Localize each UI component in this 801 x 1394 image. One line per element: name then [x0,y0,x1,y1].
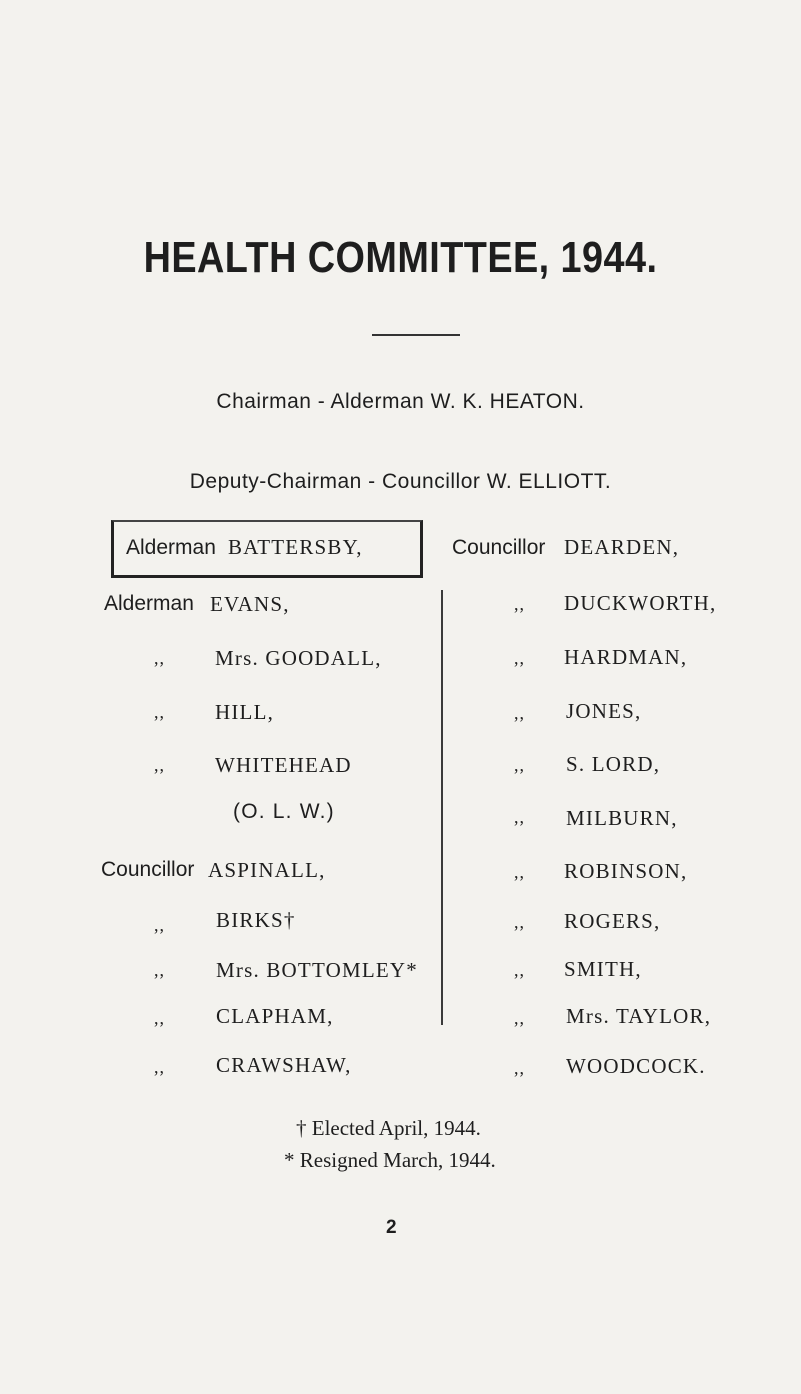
column-divider [441,590,443,1025]
left-entry-name: CLAPHAM, [216,1004,334,1028]
left-entry-name: BIRKS† [216,908,296,932]
ditto-mark: ,, [154,915,165,935]
ditto-mark: ,, [514,912,525,932]
chairman-line: Chairman - Alderman W. K. HEATON. [216,390,585,413]
ditto-mark: ,, [154,648,165,668]
right-entry-name: ROGERS, [564,909,661,933]
boxed-entry-title: Alderman [126,536,216,559]
right-entry-prefix: Councillor [452,536,546,559]
ditto-mark: ,, [514,1058,525,1078]
ditto-mark: ,, [514,703,525,723]
right-entry-name: S. LORD, [566,752,661,776]
right-entry-name: ROBINSON, [564,859,688,883]
ditto-mark: ,, [514,862,525,882]
right-entry-name: HARDMAN, [564,645,688,669]
right-entry-name: WOODCOCK. [566,1054,706,1078]
footnote-resigned: * Resigned March, 1944. [284,1148,496,1172]
ditto-mark: ,, [154,960,165,980]
ditto-mark: ,, [514,755,525,775]
title-divider [372,334,460,336]
left-entry-name: HILL, [215,700,275,724]
left-entry-name: EVANS, [210,592,290,616]
left-entry-prefix: Councillor [101,858,195,881]
right-entry-name: SMITH, [564,957,642,981]
ditto-mark: ,, [514,807,525,827]
left-entry-name: Mrs. GOODALL, [215,646,382,670]
right-entry-name: Mrs. TAYLOR, [566,1004,712,1028]
right-entry-name: DUCKWORTH, [564,591,717,615]
ditto-mark: ,, [514,648,525,668]
ditto-mark: ,, [154,702,165,722]
ditto-mark: ,, [154,755,165,775]
ditto-mark: ,, [514,960,525,980]
left-entry-name: ASPINALL, [208,858,326,882]
footnote-elected: † Elected April, 1944. [296,1116,481,1140]
ditto-mark: ,, [154,1057,165,1077]
right-entry-name: MILBURN, [566,806,678,830]
ditto-mark: ,, [514,594,525,614]
ditto-mark: ,, [154,1008,165,1028]
deputy-chairman-line: Deputy-Chairman - Councillor W. ELLIOTT. [189,470,612,493]
left-entry-name: Mrs. BOTTOMLEY* [216,958,418,982]
right-entry-name: DEARDEN, [564,535,680,559]
left-entry-name: CRAWSHAW, [216,1053,352,1077]
right-entry-name: JONES, [566,699,642,723]
boxed-entry-name: BATTERSBY, [228,535,363,559]
page-number: 2 [386,1217,397,1238]
page-title: HEALTH COMMITTEE, 1944. [143,233,658,282]
ditto-mark: ,, [514,1008,525,1028]
left-entry-prefix: Alderman [104,592,194,615]
left-entry-name-continuation: (O. L. W.) [233,800,335,823]
left-entry-name: WHITEHEAD [215,753,352,777]
